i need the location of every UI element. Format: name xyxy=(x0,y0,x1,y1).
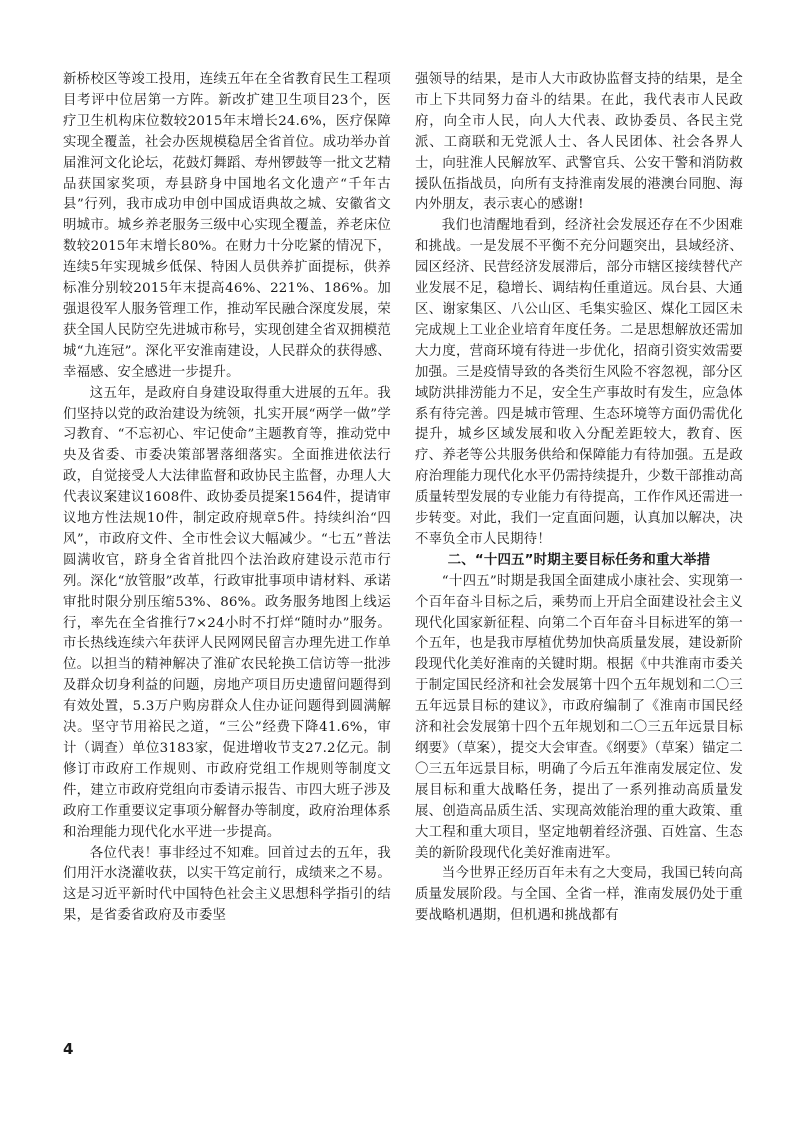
paragraph: “十四五”时期是我国全面建成小康社会、实现第一个百年奋斗目标之后，乘势而上开启全面建设社会主义现代化国家新征程、向第二个百年奋斗目标进军的第一个五年，也是我市厚植优势加快高质量发展，建设新阶段现代化美好淮南的关键时期。根据《中共淮南市委关于制定国民经济和社会发展第十四个五年规划和二〇三五年远景目标的建议》，市政府编制了《淮南市国民经济和社会发展第十四个五年规划和二〇三五年远景目标纲要》（草案），提交大会审查。《纲要》（草案）锚定二〇三五年远景目标，明确了今后五年淮南发展定位、发展目标和重大战略任务，提出了一系列推动高质量发展、创造高品质生活、实现高效能治理的重大政策、重大工程和重大项目，坚定地朝着经济强、百姓富、生态美的新阶段现代化美好淮南进军。 xyxy=(415,573,743,861)
paragraph: 我们也清醒地看到，经济社会发展还存在不少困难和挑战。一是发展不平衡不充分问题突出，县域经济、园区经济、民营经济发展滞后，部分市辖区接续替代产业发展不足，稳增长、调结构任重道远。凤台县、大通区、谢家集区、八公山区、毛集实验区、煤化工园区未完成规上工业企业培育年度任务。二是思想解放还需加大力度，营商环境有待进一步优化，招商引资实效需要加强。三是疫情导致的各类衍生风险不容忽视，部分区域防洪排涝能力不足，安全生产事故时有发生，应急体系有待完善。四是城市管理、生态环境等方面仍需优化提升，城乡区域发展和收入分配差距较大，教育、医疗、养老等公共服务供给和保障能力有待加强。五是政府治理能力现代化水平仍需持续提升，少数干部推动高质量转型发展的专业能力有待提高，工作作风还需进一步转变。对此，我们一定直面问题，认真加以解决，决不辜负全市人民期待！ xyxy=(415,218,743,547)
left-column xyxy=(63,70,391,927)
paragraph: 这五年，是政府自身建设取得重大进展的五年。我们坚持以党的政治建设为统领，扎实开展“两学一做”学习教育、“不忘初心、牢记使命”主题教育等，推动党中央及省委、市委决策部署落细落实。全面推进依法行政，自觉接受人大法律监督和政协民主监督，办理人大代表议案建议1608件、政协委员提案1564件，提请审议地方性法规10件，制定政府规章5件。持续纠治“四风”，市政府文件、全市性会议大幅减少。“七五”普法圆满收官，跻身全省首批四个法治政府建设示范市行列。深化“放管服”改革，行政审批事项申请材料、承诺审批时限分别压缩53%、86%。政务服务地图上线运行，率先在全省推行7×24小时不打烊“随时办”服务。市长热线连续六年获评人民网网民留言办理先进工作单位。以担当的精神解决了淮矿农民轮换工信访等一批涉及群众切身利益的问题，房地产项目历史遗留问题得到有效处置，5.3万户购房群众人住办证问题得到圆满解决。坚守节用裕民之道，“三公”经费下降41.6%，审计（调查）单位3183家，促进增收节支27.2亿元。制修订市政府工作规则、市政府党组工作规则等制度文件，建立市政府党组向市委请示报告、市四大班子涉及政府工作重要议定事项分解督办等制度，政府治理体系和治理能力现代化水平进一步提高。 xyxy=(63,385,391,840)
page-number: 4 xyxy=(63,1040,74,1058)
right-column xyxy=(415,70,743,927)
paragraph: 新桥校区等竣工投用，连续五年在全省教育民生工程项目考评中位居第一方阵。新改扩建卫生项目23个，医疗卫生机构床位数较2015年末增长24.6%，医疗保障实现全覆盖，社会办医规模稳居全省首位。成功举办首届淮河文化论坛，花鼓灯舞蹈、寿州锣鼓等一批文艺精品获国家奖项，寿县跻身中国地名文化遗产“千年古县”行列，我市成功申创中国成语典故之城、安徽省文明城市。城乡养老服务三级中心实现全覆盖，养老床位数较2015年末增长80%。在财力十分吃紧的情况下，连续5年实现城乡低保、特困人员供养扩面提标，供养标准分别较2015年末提高46%、221%、186%。加强退役军人服务管理工作，推动军民融合深度发展，荣获全国人民防空先进城市称号，实现创建全省双拥模范城“九连冠”。深化平安淮南建设，人民群众的获得感、幸福感、安全感进一步提升。 xyxy=(63,72,391,380)
section-heading: 二、“十四五”时期主要目标任务和重大举措 xyxy=(447,552,711,568)
paragraph: 强领导的结果，是市人大市政协监督支持的结果，是全市上下共同努力奋斗的结果。在此，我代表市人民政府，向全市人民，向人大代表、政协委员、各民主党派、工商联和无党派人士、各人民团体、社会各界人士，向驻淮人民解放军、武警官兵、公安干警和消防救援队伍指战员，向所有支持淮南发展的港澳台同胞、海内外朋友，表示衷心的感谢! xyxy=(415,72,743,213)
paragraph: 当今世界正经历百年未有之大变局，我国已转向高质量发展阶段。与全国、全省一样，淮南发展仍处于重要战略机遇期，但机遇和挑战都有 xyxy=(415,866,743,924)
paragraph: 各位代表！事非经过不知难。回首过去的五年，我们用汗水浇灌收获，以实干笃定前行，成绩来之不易。这是习近平新时代中国特色社会主义思想科学指引的结果，是省委省政府及市委坚 xyxy=(63,845,391,924)
